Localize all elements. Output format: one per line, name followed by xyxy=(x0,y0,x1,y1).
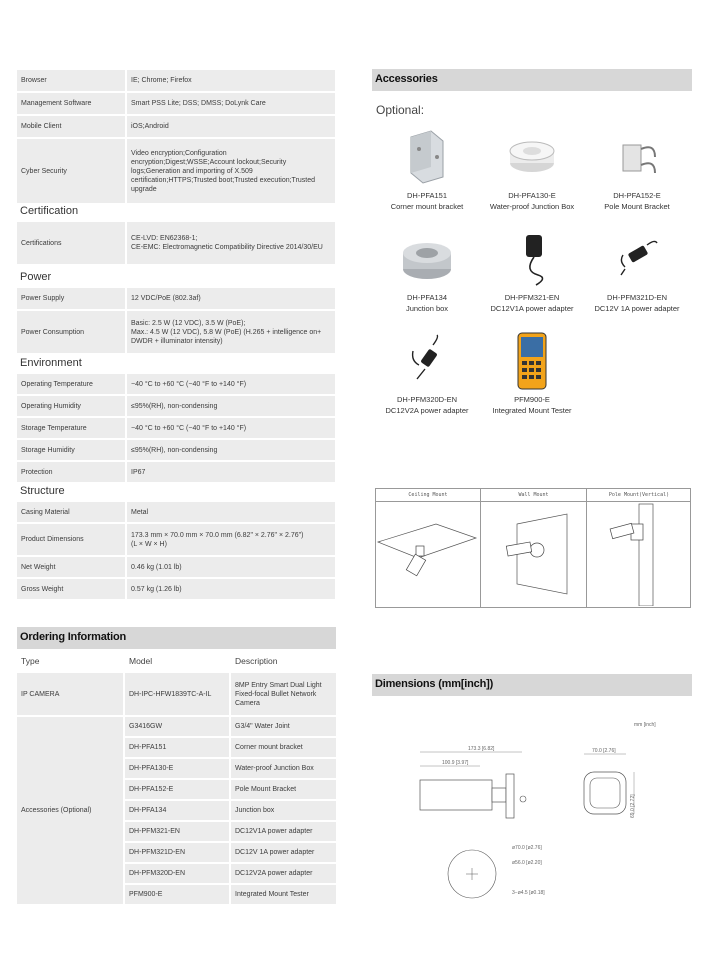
spec-label: Storage Humidity xyxy=(17,440,127,460)
section-title: Power xyxy=(20,271,52,283)
desktop-adapter-icon xyxy=(372,332,482,390)
description-cell: DC12V2A power adapter xyxy=(231,864,336,883)
spec-row xyxy=(17,222,335,264)
spec-value: Basic: 2.5 W (12 VDC), 3.5 W (PoE); Max.: 4.5 W (12 VDC), 5.8 W (PoE) (H.265 + intelligence on+ DWDR + illuminator intensity) xyxy=(127,311,335,353)
accessory-model: PFM900-E xyxy=(514,395,550,404)
spec-value: −40 °C to +60 °C (−40 °F to +140 °F) xyxy=(127,374,335,394)
mount-tester-icon xyxy=(477,332,587,390)
ordering-title: Ordering Information xyxy=(17,627,336,649)
accessory-description: Pole Mount Bracket xyxy=(604,202,670,211)
accessory-model: DH-PFA152-E xyxy=(613,191,661,200)
description-cell: Water-proof Junction Box xyxy=(231,759,336,778)
accessory-description: Corner mount bracket xyxy=(390,202,464,211)
spec-row xyxy=(17,418,335,438)
spec-label: Gross Weight xyxy=(17,579,127,599)
length-total-label: 173.3 [6.82] xyxy=(468,746,495,752)
spec-label: Operating Temperature xyxy=(17,374,127,394)
spec-value: iOS;Android xyxy=(127,116,335,137)
accessory-description: DC12V2A power adapter xyxy=(385,406,469,415)
type-cell: IP CAMERA xyxy=(17,673,125,715)
spec-value: 12 VDC/PoE (802.3af) xyxy=(127,288,335,309)
mount-label: Ceiling Mount xyxy=(376,489,480,502)
spec-value: −40 °C to +60 °C (−40 °F to +140 °F) xyxy=(127,418,335,438)
spec-row xyxy=(17,396,335,416)
spec-row xyxy=(17,116,335,137)
spec-row xyxy=(17,557,335,577)
accessory-model: DH-PFM320D-EN xyxy=(396,395,457,404)
accessory-description: Water-proof Junction Box xyxy=(489,202,575,211)
accessory-model: DH-PFM321-EN xyxy=(504,293,560,302)
length-partial-label: 100.9 [3.97] xyxy=(442,760,469,766)
spec-row xyxy=(17,524,335,555)
accessory-model: DH-PFA151 xyxy=(406,191,448,200)
model-cell: DH-PFM320D-EN xyxy=(125,864,231,883)
model-cell: G3416GW xyxy=(125,717,231,736)
spec-label: Certifications xyxy=(17,222,127,264)
spec-row xyxy=(17,70,335,91)
width-label: 70.0 [2.76] xyxy=(592,748,616,754)
pole-bracket-icon xyxy=(582,128,692,186)
spec-value: Metal xyxy=(127,502,335,522)
model-cell: DH-PFA152-E xyxy=(125,780,231,799)
description-cell: Junction box xyxy=(231,801,336,820)
type-cell: Accessories (Optional) xyxy=(17,717,125,904)
spec-value: ≤95%(RH), non-condensing xyxy=(127,440,335,460)
accessory-item xyxy=(477,332,587,416)
description-cell: DC12V 1A power adapter xyxy=(231,843,336,862)
spec-label: Power Consumption xyxy=(17,311,127,353)
column-header: Description xyxy=(231,651,336,671)
accessory-item xyxy=(477,128,587,212)
table-row xyxy=(17,717,336,736)
dimensions-section xyxy=(372,674,692,696)
spec-value: CE-LVD: EN62368-1; CE-EMC: Electromagnetic Compatibility Directive 2014/30/EU xyxy=(127,222,335,264)
spec-row xyxy=(17,502,335,522)
spec-row xyxy=(17,579,335,599)
mount-label: Pole Mount(Vertical) xyxy=(587,489,691,502)
accessory-description: Integrated Mount Tester xyxy=(492,406,572,415)
description-cell: Integrated Mount Tester xyxy=(231,885,336,904)
ordering-information xyxy=(17,627,336,906)
ceiling-mount-icon xyxy=(376,502,480,606)
pole-mount-panel xyxy=(587,489,691,607)
wall-mount-panel xyxy=(481,489,587,607)
spec-row xyxy=(17,440,335,460)
accessory-model: DH-PFA134 xyxy=(406,293,448,302)
mounting-holes-label: 3−ø4.5 [ø0.18] xyxy=(512,890,545,896)
inner-diameter-label: ø56.0 [ø2.20] xyxy=(512,860,542,866)
table-row xyxy=(17,673,336,715)
model-cell: DH-PFA130-E xyxy=(125,759,231,778)
spec-row xyxy=(17,288,335,309)
spec-value: IP67 xyxy=(127,462,335,482)
ordering-table xyxy=(17,649,336,906)
spec-label: Casing Material xyxy=(17,502,127,522)
spec-label: Storage Temperature xyxy=(17,418,127,438)
optional-label: Optional: xyxy=(376,103,425,117)
model-cell: DH-PFM321D-EN xyxy=(125,843,231,862)
spec-section-power xyxy=(17,267,335,355)
spec-row xyxy=(17,374,335,394)
spec-label: Net Weight xyxy=(17,557,127,577)
desktop-adapter-icon xyxy=(582,230,692,288)
accessory-model: DH-PFA130-E xyxy=(508,191,556,200)
spec-value: 173.3 mm × 70.0 mm × 70.0 mm (6.82" × 2.76" × 2.76") (L × W × H) xyxy=(127,524,335,555)
section-title: Environment xyxy=(20,357,82,369)
accessory-item xyxy=(477,230,587,314)
camera-body-side-view xyxy=(420,780,492,810)
spec-value: ≤95%(RH), non-condensing xyxy=(127,396,335,416)
spec-row xyxy=(17,93,335,114)
mount-label: Wall Mount xyxy=(481,489,586,502)
spec-value: 0.46 kg (1.01 lb) xyxy=(127,557,335,577)
spec-table-certification xyxy=(17,220,335,266)
model-cell: DH-PFM321-EN xyxy=(125,822,231,841)
section-title: Structure xyxy=(20,485,65,497)
corner-bracket-icon xyxy=(372,128,482,186)
spec-section-environment xyxy=(17,353,335,484)
unit-note: mm [inch] xyxy=(634,722,656,728)
accessory-description: DC12V1A power adapter xyxy=(490,304,574,313)
ceiling-mount-panel xyxy=(376,489,481,607)
accessory-description: Junction box xyxy=(405,304,449,313)
description-cell: Pole Mount Bracket xyxy=(231,780,336,799)
junction-box-icon xyxy=(477,128,587,186)
spec-label: Protection xyxy=(17,462,127,482)
wall-adapter-icon xyxy=(477,230,587,288)
accessory-description: DC12V 1A power adapter xyxy=(594,304,680,313)
spec-section-certification xyxy=(17,201,335,266)
spec-value: Smart PSS Lite; DSS; DMSS; DoLynk Care xyxy=(127,93,335,114)
spec-row xyxy=(17,311,335,353)
spec-table-general xyxy=(17,68,335,205)
accessory-item xyxy=(372,230,482,314)
ordering-header-row xyxy=(17,651,336,671)
description-cell: G3/4" Water Joint xyxy=(231,717,336,736)
accessory-item xyxy=(582,128,692,212)
spec-value: 0.57 kg (1.26 lb) xyxy=(127,579,335,599)
model-cell: DH-IPC-HFW1839TC-A-IL xyxy=(125,673,231,715)
junction-box-grey-icon xyxy=(372,230,482,288)
spec-row xyxy=(17,462,335,482)
spec-value: IE; Chrome; Firefox xyxy=(127,70,335,91)
accessory-item xyxy=(372,128,482,212)
model-cell: PFM900-E xyxy=(125,885,231,904)
spec-label: Management Software xyxy=(17,93,127,114)
model-cell: DH-PFA134 xyxy=(125,801,231,820)
spec-row xyxy=(17,139,335,203)
spec-label: Operating Humidity xyxy=(17,396,127,416)
outer-diameter-label: ø70.0 [ø2.76] xyxy=(512,845,542,851)
spec-label: Mobile Client xyxy=(17,116,127,137)
pole-mount-icon xyxy=(587,502,691,606)
wall-mount-icon xyxy=(481,502,586,606)
spec-label: Cyber Security xyxy=(17,139,127,203)
accessory-model: DH-PFM321D-EN xyxy=(606,293,667,302)
column-header: Model xyxy=(125,651,231,671)
spec-table-environment xyxy=(17,372,335,484)
accessory-item xyxy=(372,332,482,416)
spec-section-general xyxy=(17,68,335,205)
spec-section-structure xyxy=(17,481,335,601)
spec-label: Power Supply xyxy=(17,288,127,309)
description-cell: DC12V1A power adapter xyxy=(231,822,336,841)
accessories-title: Accessories xyxy=(372,69,692,91)
mounting-diagram xyxy=(375,488,691,608)
spec-label: Browser xyxy=(17,70,127,91)
description-cell: 8MP Entry Smart Dual Light Fixed-focal Bullet Network Camera xyxy=(231,673,336,715)
section-title: Certification xyxy=(20,205,79,217)
description-cell: Corner mount bracket xyxy=(231,738,336,757)
accessory-item xyxy=(582,230,692,314)
accessories-section xyxy=(372,69,692,117)
spec-table-power xyxy=(17,286,335,355)
spec-label: Product Dimensions xyxy=(17,524,127,555)
dimension-drawing xyxy=(372,716,692,906)
spec-value: Video encryption;Configuration encryption;Digest;WSSE;Account lockout;Security logs;Generation and importing of X.509 certification;HTTPS;Trusted boot;Trusted execution;Trusted upgrade xyxy=(127,139,335,203)
model-cell: DH-PFA151 xyxy=(125,738,231,757)
spec-table-structure xyxy=(17,500,335,601)
column-header: Type xyxy=(17,651,125,671)
height-label: 69.0 [2.72] xyxy=(630,794,636,818)
dimensions-title: Dimensions (mm[inch]) xyxy=(372,674,692,696)
